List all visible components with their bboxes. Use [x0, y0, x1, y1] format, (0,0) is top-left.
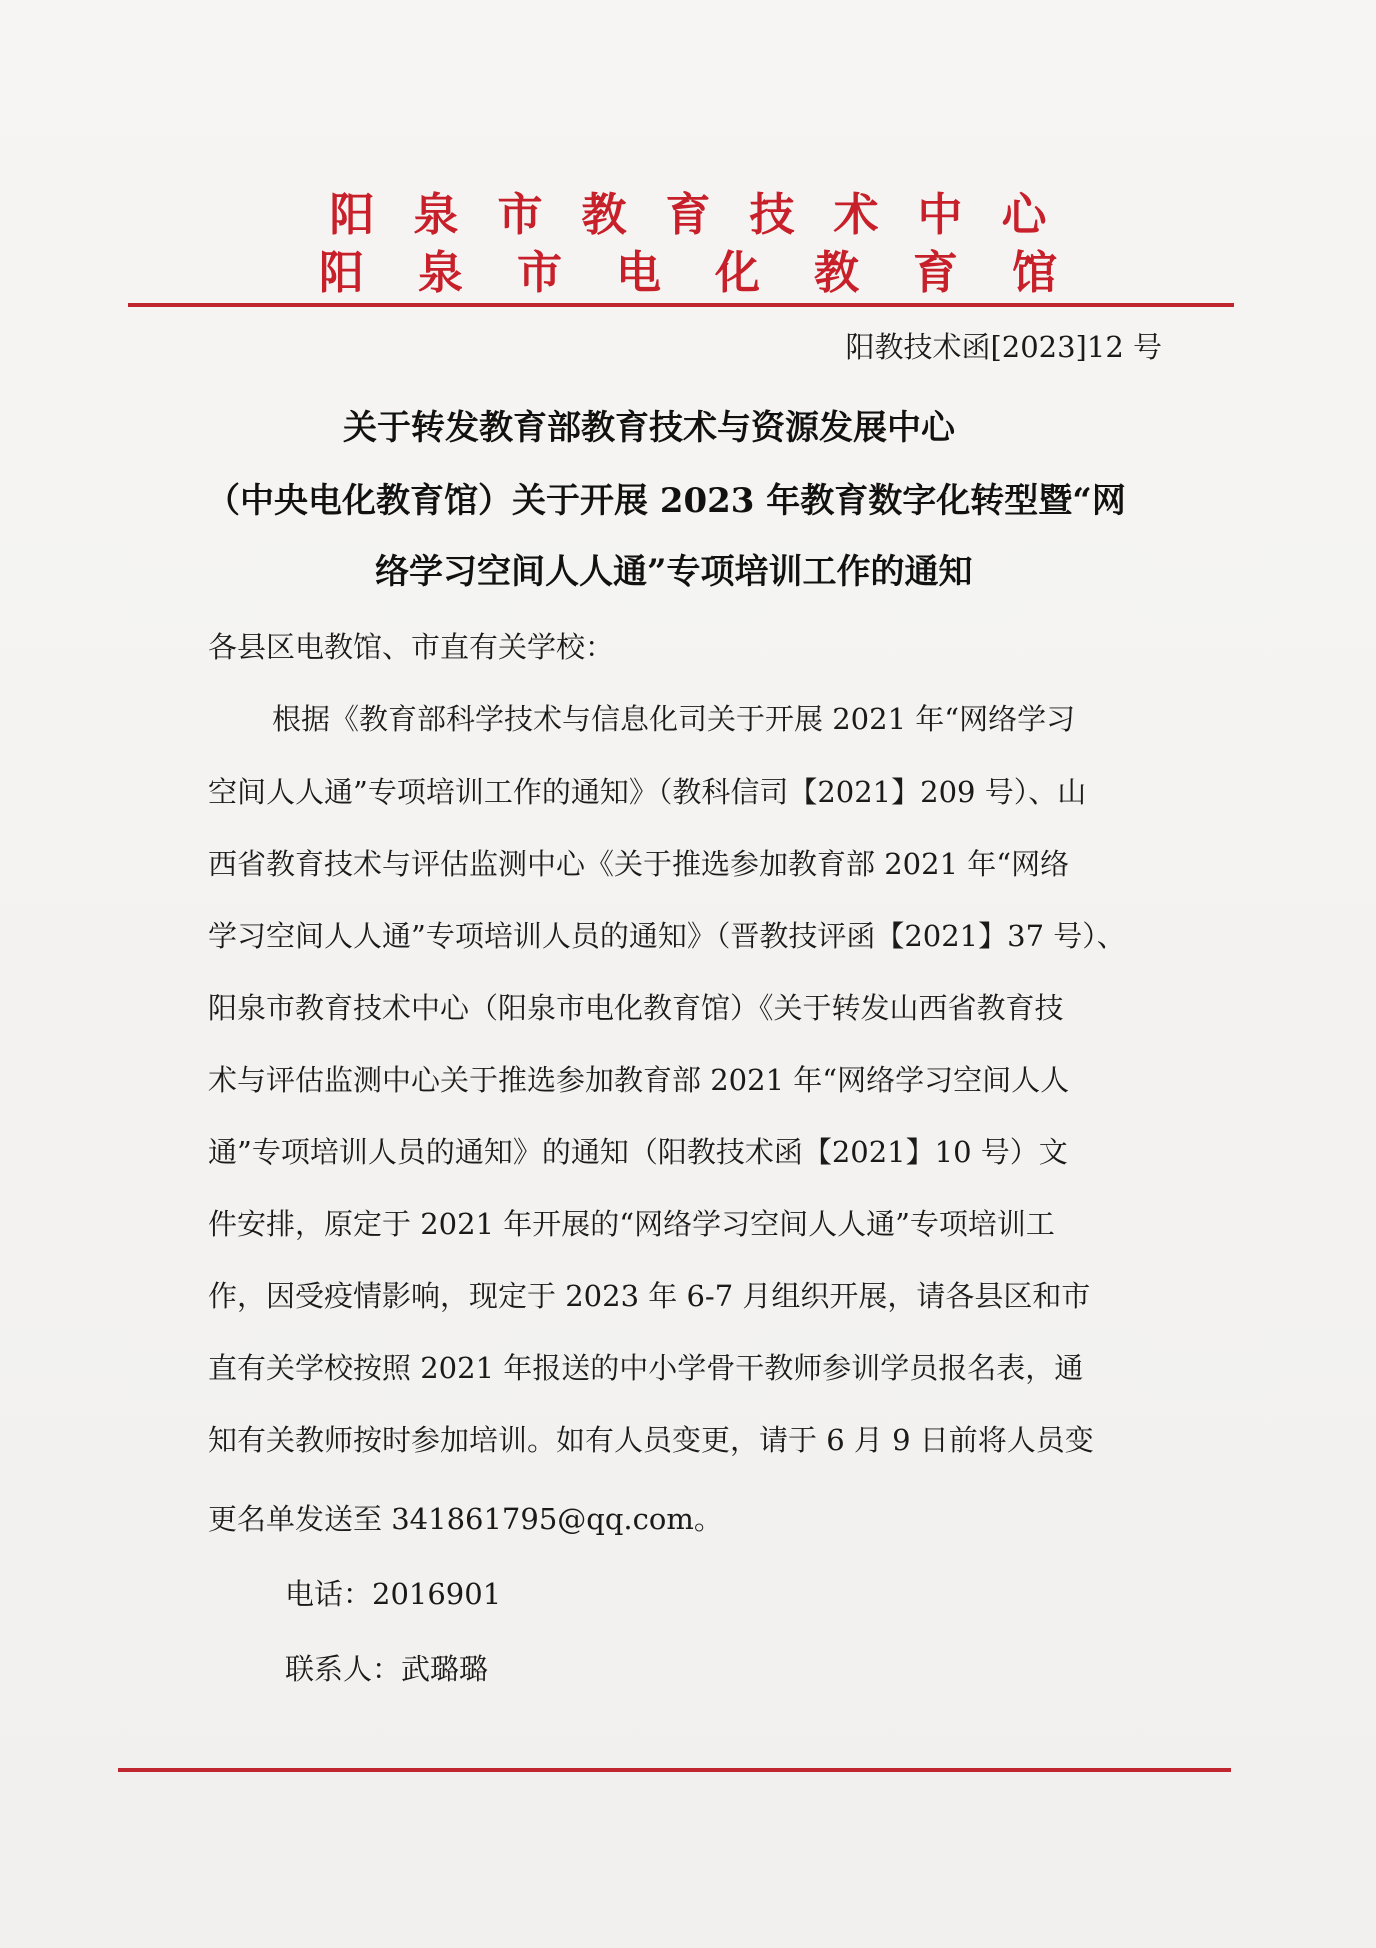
org-char: 电 [615, 246, 661, 299]
org-char: 泉 [417, 246, 463, 299]
org-char: 教 [581, 188, 627, 241]
org-char: 化 [714, 246, 760, 299]
org-char: 馆 [1011, 246, 1057, 299]
body-line: 阳泉市教育技术中心（阳泉市电化教育馆）《关于转发山西省教育技 [208, 991, 1064, 1025]
org-name-line-1 [0, 178, 1376, 243]
body-line: 作，因受疫情影响，现定于 2023 年 6-7 月组织开展，请各县区和市 [208, 1279, 1091, 1313]
body-line: 学习空间人人通”专项培训人员的通知》（晋教技评函【2021】37 号）、 [208, 919, 1126, 953]
org-char: 市 [516, 246, 562, 299]
contact-phone: 电话：2016901 [285, 1577, 502, 1611]
body-line: 知有关教师按时参加培训。如有人员变更，请于 6 月 9 日前将人员变 [208, 1423, 1094, 1457]
title-line: （中央电化教育馆）关于开展 2023 年教育数字化转型暨“网 [206, 481, 1126, 521]
org-char: 市 [497, 188, 543, 241]
title-line: 络学习空间人人通”专项培训工作的通知 [375, 552, 973, 592]
org-char: 阳 [329, 188, 375, 241]
salutation: 各县区电教馆、市直有关学校： [208, 630, 615, 664]
org-char: 技 [749, 188, 795, 241]
org-char: 教 [813, 246, 859, 299]
body-line: 直有关学校按照 2021 年报送的中小学骨干教师参训学员报名表，通 [208, 1351, 1084, 1385]
org-char: 术 [833, 188, 879, 241]
body-line: 术与评估监测中心关于推选参加教育部 2021 年“网络学习空间人人 [208, 1063, 1070, 1097]
body-line: 件安排，原定于 2021 年开展的“网络学习空间人人通”专项培训工 [208, 1207, 1055, 1241]
header-divider [128, 303, 1234, 307]
org-name-line-2 [0, 236, 1376, 301]
org-char: 心 [1001, 188, 1047, 241]
org-char: 中 [917, 188, 963, 241]
body-line: 通”专项培训人员的通知》的通知（阳教技术函【2021】10 号）文 [208, 1135, 1068, 1169]
org-char: 育 [665, 188, 711, 241]
org-char: 育 [912, 246, 958, 299]
body-line: 更名单发送至 341861795@qq.com。 [208, 1502, 723, 1536]
org-char: 泉 [413, 188, 459, 241]
footer-divider [118, 1768, 1231, 1772]
title-line: 关于转发教育部教育技术与资源发展中心 [343, 408, 955, 448]
document-number: 阳教技术函[2023]12 号 [845, 330, 1162, 364]
body-line: 根据《教育部科学技术与信息化司关于开展 2021 年“网络学习 [272, 702, 1076, 736]
body-line: 西省教育技术与评估监测中心《关于推选参加教育部 2021 年“网络 [208, 847, 1070, 881]
contact-person: 联系人：武璐璐 [285, 1652, 489, 1686]
org-char: 阳 [318, 246, 364, 299]
body-line: 空间人人通”专项培训工作的通知》（教科信司【2021】209 号）、山 [208, 775, 1087, 809]
